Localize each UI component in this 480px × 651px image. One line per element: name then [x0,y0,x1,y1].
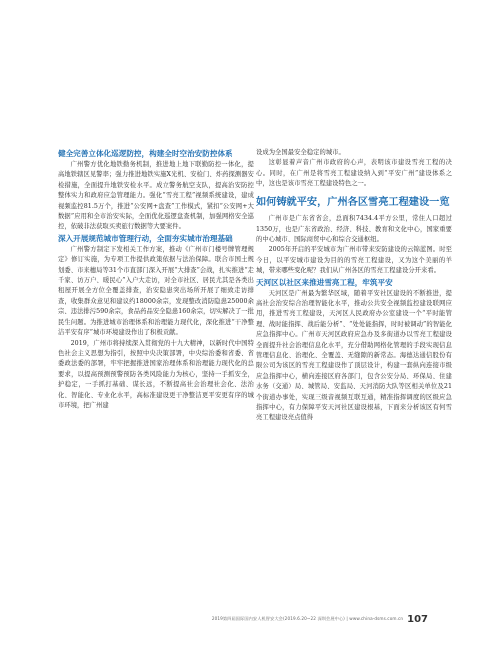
right-column [256,148,452,424]
left-column [58,148,254,411]
body-paragraph: 设成为全国最安全稳定的城市。 [256,149,345,156]
section-heading: 深入开展规范城市管理行动，全面夯实城市治理基础 [58,233,233,243]
page-number: 107 [407,613,428,625]
body-paragraph: 广州警方优化地铁勤务机制，推进地上地下联勤防控一体化，提高地铁辖区见警率；强力推进地铁实施X光机、安检门、炸药探测器安检措施，全面提升地铁安检水平。成立警务航空支队，提高治安防控整体实力和政府应急管理能力。强化“雪亮工程”视频系统建设，建成视频监控81.5万个，推进“公安网+盘查”工作模式，紧扣“公安网+大数据”应用和全市治安实际，全面优化巡逻盘查机制，加强网格安全巡控，依破非法获取买卖旅行数据等大要案件。 [58,161,254,231]
footer-text: 2019第四届国际国内安人机智安大会(2019.6.20~22 深圳会展中心) | www.china-dsms.com.cn [211,616,404,621]
body-paragraph: 广州市是广东省省会，总面积7434.4平方公里，常住人口超过1350万，也是广东省政治、经济、科技、教育和文化中心，国家重要的中心城市、国际商贸中心和综合交通枢纽。 [256,215,452,243]
section-heading: 天河区以社区来推进雪亮工程，牢筑平安 [256,277,393,287]
body-paragraph: 天河区是广州最为繁华区域，随着平安社区建设的不断推进，提高社会治安综合治理智能化水平，推动公共安全视频监控建设联网应用，推进雪亮工程建设，天河区人民政府办公室建设一个“平时能管理、战时能指挥、战后能分析”、“处处能指挥，时时被调动”的智能化应急指挥中心。广州市天河区政府应急办及多街道办以雪亮工程建设全面提升社会治理信息化水平，充分借助网格化管理的手段实现信息管理信息化、治理化、全覆盖、无缝隙的新常态。海德达通信股份有限公司为该区的雪亮工程建设作了顶层设计，构建一套纵向连接市级应急指挥中心，横向连接区府各部门，包含公安分局、环保局、住建水务（交通）局、城管局、安监局、天河消防大队等区相关单位及21个街道办事处，实现三级音视频互联互通，精准指挥调度的区级应急指挥中心，有力保障平安天河社区建设根基，下面来分析该区有何雪亮工程建设亮点值得 [256,289,452,422]
body-paragraph: 2005年开启的平安城市为广州市带来安防建设的云锦蓝图。时至今日，以平安城市建设为目的的雪亮工程建设，又为这个美丽的羊城，带来哪些变化呢？我们从广州各区的雪亮工程建设分开来看。 [256,246,452,275]
body-paragraph: 2019，广州市将持续深入贯彻党的十九大精神，以新时代中国特色社会主义思想为指引，按照中央决策部署，中央综治委和省委、省委政法委的部署，牢牢把握推进国家治理体系和治理能力现代化的总要求，以提高预测预警预防各类风险能力为核心，坚持一手抓安全，护稳定，一手抓打基础、谋长远，不断提高社会治理社会化、法治化、智能化、专业化水平，高标准建设更干净整洁更平安更有序的城市环境，把广州建 [58,339,254,409]
section-heading: 健全完善立体化巡逻防控，构建全时空治安防控体系 [58,149,233,158]
article-heading: 如何铸就平安，广州各区雪亮工程建设一览 [256,196,450,208]
body-paragraph: 这彰显着声音广州市政府的心声，表明该市建设雪亮工程的决心。同时，在广州是将雪亮工程建设纳入到“平安广州”建设体系之中，这也是该市雪亮工程建设特色之一。 [256,159,452,188]
body-paragraph: 广州警方制定下发相关工作方案，推动《广州市门楼号牌管理规定》修订实施，为专项工作提供政策依据与法治保障。联合市国土规划委、市来穗局等31个市直部门深入开展“大排查”会战，扎实推进“走千家、访万户、暖民心”入户大走访，对全市社区、居民尤其是各类出租屋开展全方位全覆盖排查，治安隐患突出场所开展了细致走访排查，收集群众意见和建议约18000余宗，发现整改消防隐患25000余宗、违法排污590余宗，食品药品安全隐患160余宗，切实解决了一批民生问题。为推进城市治理体系和治理能力现代化，深化推进“干净整洁平安有序”城市环境建设作出了积极贡献。 [58,245,254,337]
page-footer [211,612,428,626]
